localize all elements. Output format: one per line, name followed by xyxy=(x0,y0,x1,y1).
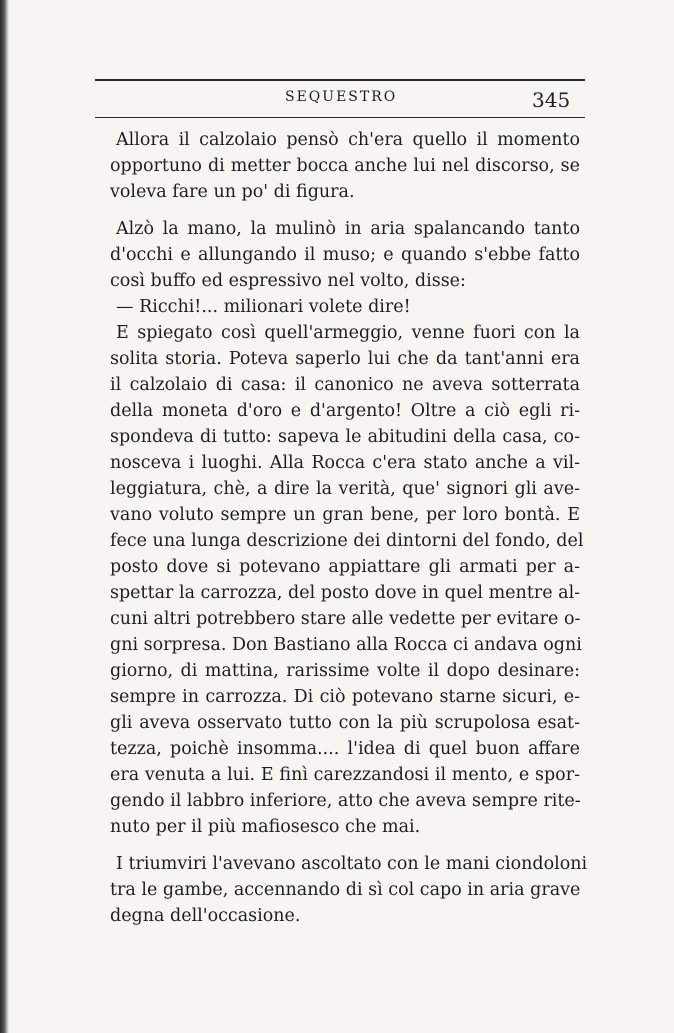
text-line: vano voluto sempre un gran bene, per loro bontà. E xyxy=(110,505,580,525)
text-line: era venuta a lui. E finì carezzandosi il mento, e spor- xyxy=(110,765,580,785)
text-line: giorno, di mattina, rarissime volte il dopo desinare: xyxy=(110,661,580,681)
text-line: spettar la carrozza, del posto dove in quel mentre al- xyxy=(110,583,581,603)
text-line: il calzolaio di casa: il canonico ne aveva sotterrata xyxy=(110,375,580,395)
text-line: gli aveva osservato tutto con la più scrupolosa esat- xyxy=(110,713,580,733)
header-top-rule xyxy=(95,79,585,81)
text-line: leggiatura, chè, a dire la verità, que' signori gli ave- xyxy=(110,479,580,499)
text-line: tra le gambe, accennando di sì col capo in aria grave xyxy=(110,880,581,900)
text-line: sempre in carrozza. Di ciò potevano starne sicuri, e- xyxy=(110,687,580,707)
text-line: spondeva di tutto: sapeva le abitudini della casa, co- xyxy=(110,427,580,447)
text-line: voleva fare un po' di figura. xyxy=(110,182,355,202)
text-line: degna dell'occasione. xyxy=(110,906,301,926)
text-line: gni sorpresa. Don Bastiano alla Rocca ci andava ogni xyxy=(110,635,582,655)
text-line: d'occhi e allungando il muso; e quando s'ebbe fatto xyxy=(110,245,580,265)
text-line: Allora il calzolaio pensò ch'era quello il momento xyxy=(116,130,580,150)
text-line: cuni altri potrebbero stare alle vedette per evitare o- xyxy=(110,609,581,629)
text-line: Alzò la mano, la mulinò in aria spalancando tanto xyxy=(116,219,580,239)
text-line: solita storia. Poteva saperlo lui che da tant'anni era xyxy=(110,349,580,369)
text-line: della moneta d'oro e d'argento! Oltre a ciò egli ri- xyxy=(110,401,580,421)
book-spine-shadow xyxy=(0,0,9,1033)
header-bottom-rule xyxy=(95,117,585,118)
dialogue-line: — Ricchi!... milionari volete dire! xyxy=(116,297,411,317)
text-line: I triumviri l'avevano ascoltato con le mani ciondoloni xyxy=(116,854,588,874)
text-line: posto dove si potevano appiattare gli armati per a- xyxy=(110,557,580,577)
text-line: nuto per il più mafiosesco che mai. xyxy=(110,817,421,837)
text-line: nosceva i luoghi. Alla Rocca c'era stato anche a vil- xyxy=(110,453,580,473)
text-line: così buffo ed espressivo nel volto, disse: xyxy=(110,271,466,291)
text-line: gendo il labbro inferiore, atto che aveva sempre rite- xyxy=(110,791,581,811)
text-line: fece una lunga descrizione dei dintorni del fondo, del xyxy=(110,531,584,551)
running-title: SEQUESTRO xyxy=(285,89,398,105)
page-number: 345 xyxy=(532,88,571,112)
text-line: opportuno di metter bocca anche lui nel discorso, se xyxy=(110,156,580,176)
text-line: E spiegato così quell'armeggio, venne fuori con la xyxy=(116,323,580,343)
text-line: tezza, poichè insomma.... l'idea di quel buon affare xyxy=(110,739,580,759)
